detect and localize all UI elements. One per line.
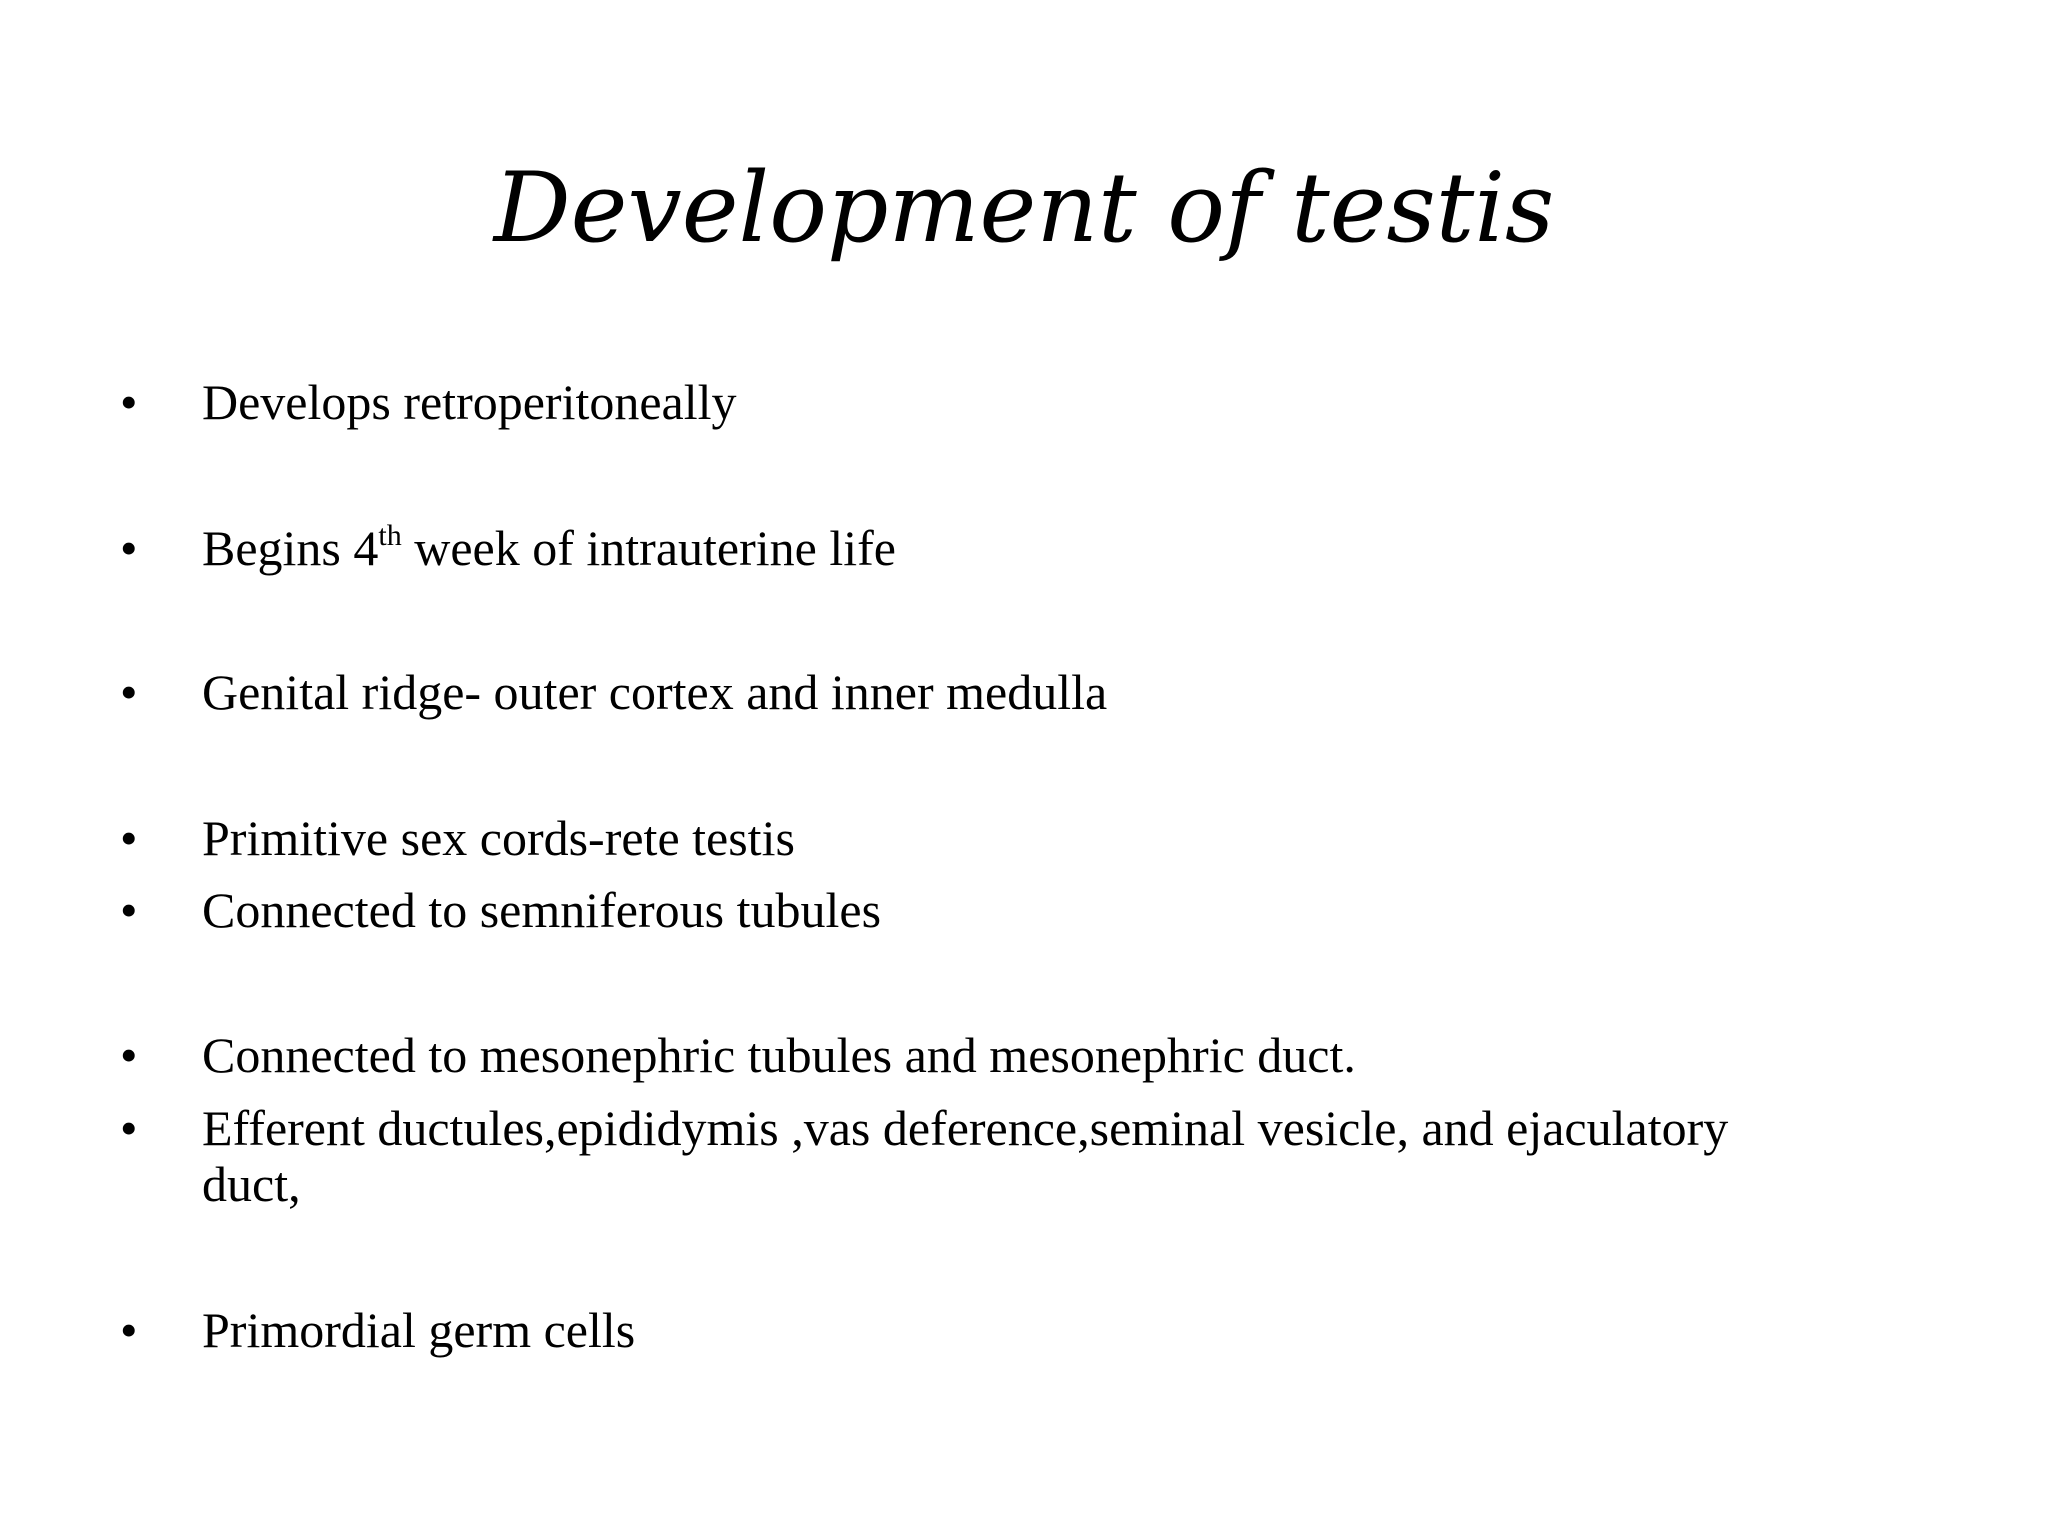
list-item-text: Primordial germ cells (202, 1302, 636, 1358)
superscript: th (378, 519, 402, 552)
list-item-text: Connected to mesonephric tubules and mesonephric duct. (202, 1027, 1356, 1083)
bullet: • (120, 374, 138, 430)
list-item-text: Genital ridge- outer cortex and inner medulla (202, 664, 1108, 720)
bullet: • (120, 664, 138, 720)
bullet: • (120, 1100, 138, 1156)
slide-title: Development of testis (493, 152, 1555, 264)
list-item-text: Develops retroperitoneally (202, 374, 737, 430)
list-item-text: Primitive sex cords-rete testis (202, 810, 795, 866)
bullet: • (120, 1302, 138, 1358)
bullet: • (120, 810, 138, 866)
list-item-text: Connected to semniferous tubules (202, 882, 882, 938)
bullet: • (120, 1027, 138, 1083)
bullet: • (120, 520, 138, 576)
bullet: • (120, 882, 138, 938)
list-item-line: duct, (202, 1156, 301, 1212)
list-item-text (202, 520, 1902, 576)
list-item-text-end: week of intrauterine life (401, 520, 896, 576)
list-item-line: Efferent ductules,epididymis ,vas deference,seminal vesicle, and ejaculatory (202, 1100, 1729, 1156)
list-item-text-start: Begins 4 (202, 520, 379, 576)
list-item-text (202, 1100, 1902, 1212)
